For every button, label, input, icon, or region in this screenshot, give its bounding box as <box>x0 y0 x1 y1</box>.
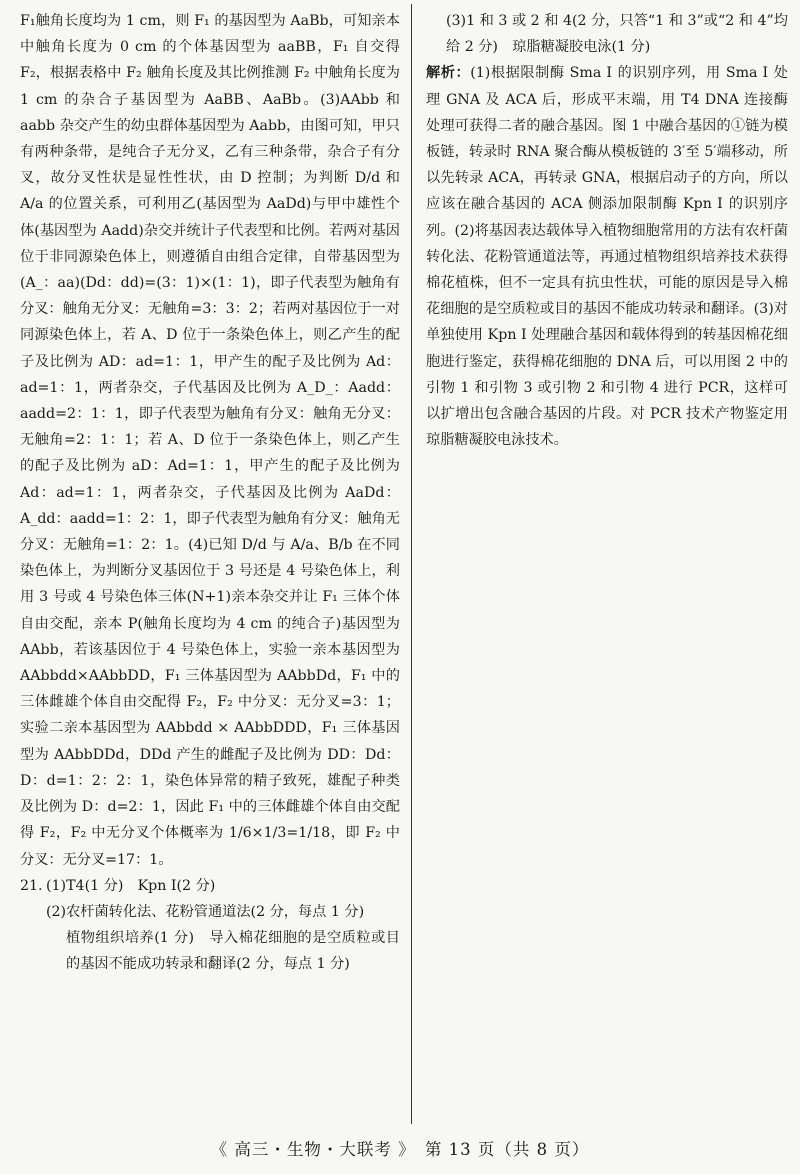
question-21 <box>20 873 400 978</box>
q21-part-1: (1)T4(1 分) Kpn Ⅰ(2 分) <box>46 877 216 894</box>
analysis-paragraph <box>426 60 788 453</box>
question-21-body <box>46 873 400 978</box>
left-column <box>20 8 400 978</box>
question-number: 21. <box>20 877 43 894</box>
answer-paragraph: F₁触角长度均为 1 cm，则 F₁ 的基因型为 AaBb，可知亲本中触角长度为 0 cm 的个体基因型为 aaBB，F₁ 自交得 F₂，根据表格中 F₂ 触角长度及其比例推测 F₂ 中触角长度为 1 cm 的杂合子基因型为 AaBB、AaBb。(3)AAbb 和 aabb 杂交产生的幼虫群体基因型为 Aabb，由图可知，甲只有两种条带，是纯合子无分叉，乙有三种条带，杂合子有分叉，故分叉性状是显性性状，由 D 控制；为判断 D/d 和 A/a 的位置关系，可利用乙(基因型为 AaDd)与甲中雄性个体(基因型为 Aadd)杂交并统计子代表型和比例。若两对基因位于非同源染色体上，则遵循自由组合定律，自带基因型为(A_：aa)(Dd：dd)=(3：1)×(1：1)，即子代表型为触角有分叉：触角无分叉：无触角=3：3：2；若两对基因位于一对同源染色体上，若 A、D 位于一条染色体上，则乙产生的配子及比例为 AD：ad=1：1，甲产生的配子及比例为 Ad：ad=1：1，两者杂交，子代基因及比例为 A_D_：Aadd：aadd=2：1：1，即子代表型为触角有分叉：触角无分叉：无触角=2：1：1；若 A、D 位于一条染色体上，则乙产生的配子及比例为 aD：Ad=1：1，甲产生的配子及比例为 Ad：ad=1：1，两者杂交，子代基因及比例为 AaDd：A_dd：aadd=1：2：1，即子代表型为触角有分叉：触角无分叉：无触角=1：2：1。(4)已知 D/d 与 A/a、B/b 在不同染色体上，为判断分叉基因位于 3 号还是 4 号染色体上，利用 3 号或 4 号染色体三体(N+1)亲本杂交并让 F₁ 三体个体自由交配，亲本 P(触角长度均为 4 cm 的纯合子)基因型为 AAbb，若该基因位于 4 号染色体上，实验一亲本基因型为 AAbbdd×AAbbDD，F₁ 三体基因型为 AAbbDd，F₁ 中的三体雌雄个体自由交配得 F₂，F₂ 中分叉：无分叉=3：1；实验二亲本基因型为 AAbbdd × AAbbDDD，F₁ 三体基因型为 AAbbDDd，DDd 产生的雌配子及比例为 DD：Dd：D：d=1：2：2：1，染色体异常的精子致死，雄配子种类及比例为 D：d=2：1，因此 F₁ 中的三体雌雄个体自由交配得 F₂，F₂ 中无分叉个体概率为 1/6×1/3=1/18，即 F₂ 中分叉：无分叉=17：1。 <box>20 13 400 868</box>
analysis-text: (1)根据限制酶 Sma Ⅰ 的识别序列，用 Sma Ⅰ 处理 GNA 及 ACA 后，形成平末端，用 T4 DNA 连接酶处理可获得二者的融合基因。图 1 中融合基因的①链为模板链，转录时 RNA 聚合酶从模板链的 3′至 5′端移动，所以先转录 ACA，再转录 GNA，根据启动子的方向，所以应该在融合基因的 ACA 侧添加限制酶 Kpn Ⅰ 的识别序列。(2)将基因表达载体导入植物细胞常用的方法有农杆菌转化法、花粉管通道法等，再通过植物组织培养技术获得棉花植株，但不一定具有抗虫性状，可能的原因是导入棉花细胞的是空质粒或目的基因不能成功转录和翻译。(3)对单独使用 Kpn Ⅰ 处理融合基因和载体得到的转基因棉花细胞进行鉴定，获得棉花细胞的 DNA 后，可以用图 2 中的引物 1 和引物 3 或引物 2 和引物 4 进行 PCR，这样可以扩增出包含融合基因的片段。对 PCR 技术产物鉴定用琼脂糖凝胶电泳技术。 <box>426 65 788 449</box>
column-divider <box>411 4 412 1124</box>
q21-part-2-line-1: (2)农杆菌转化法、花粉管通道法(2 分，每点 1 分) <box>46 903 365 920</box>
right-column <box>426 8 788 453</box>
analysis-label: 解析： <box>426 65 471 82</box>
page-footer: 《 高三・生物・大联考 》 第 13 页（共 8 页） <box>210 1140 590 1159</box>
q21-part-2-line-2: 植物组织培养(1 分) 导入棉花细胞的是空质粒或目的基因不能成功转录和翻译(2 分，每点 1 分) <box>66 930 400 973</box>
q21-part-3: (3)1 和 3 或 2 和 4(2 分，只答“1 和 3”或“2 和 4”均给 2 分) 琼脂糖凝胶电泳(1 分) <box>446 13 788 56</box>
